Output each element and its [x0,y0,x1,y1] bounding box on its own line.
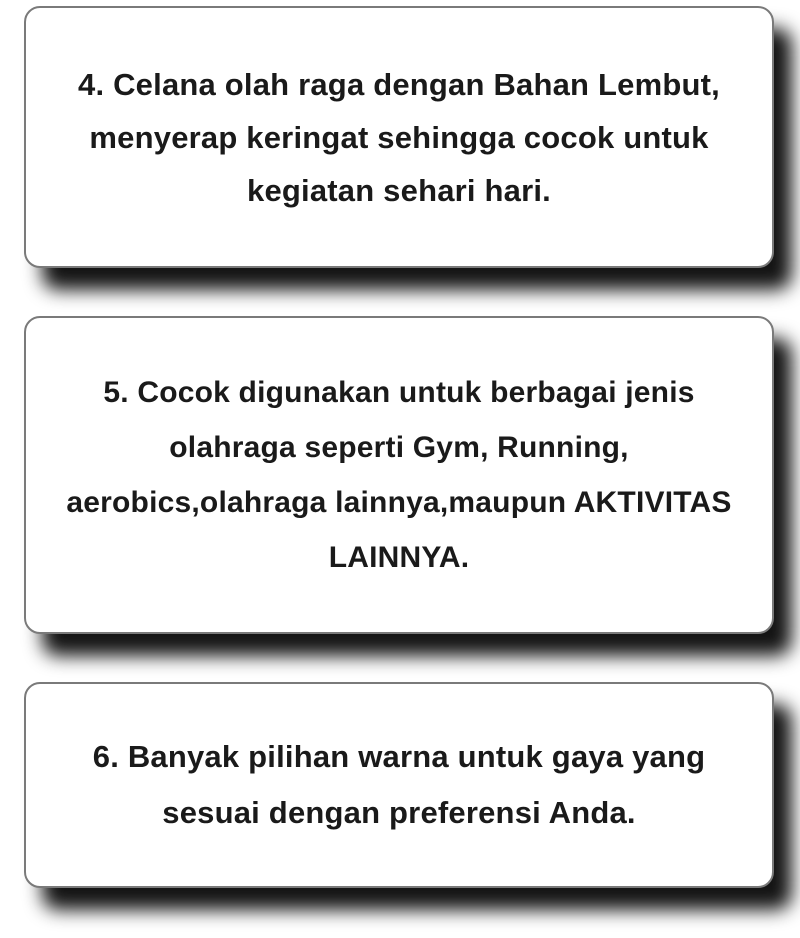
feature-text-line: olahraga seperti Gym, Running, [169,431,629,464]
feature-text-line: 4. Celana olah raga dengan Bahan Lembut, [78,66,720,102]
feature-text-line: 5. Cocok digunakan untuk berbagai jenis [103,376,695,409]
feature-text-line: sesuai dengan preferensi Anda. [162,795,636,830]
feature-text-line: aerobics,olahraga lainnya,maupun AKTIVITAS [66,486,732,519]
feature-card-6 [24,682,774,888]
feature-text-line: menyerap keringat sehingga cocok untuk [89,119,709,155]
feature-card-5 [24,316,774,634]
feature-card-4 [24,6,774,268]
feature-text-line: LAINNYA. [328,541,470,574]
feature-text-line: kegiatan sehari hari. [247,172,551,208]
feature-text-line: 6. Banyak pilihan warna untuk gaya yang [92,739,706,774]
